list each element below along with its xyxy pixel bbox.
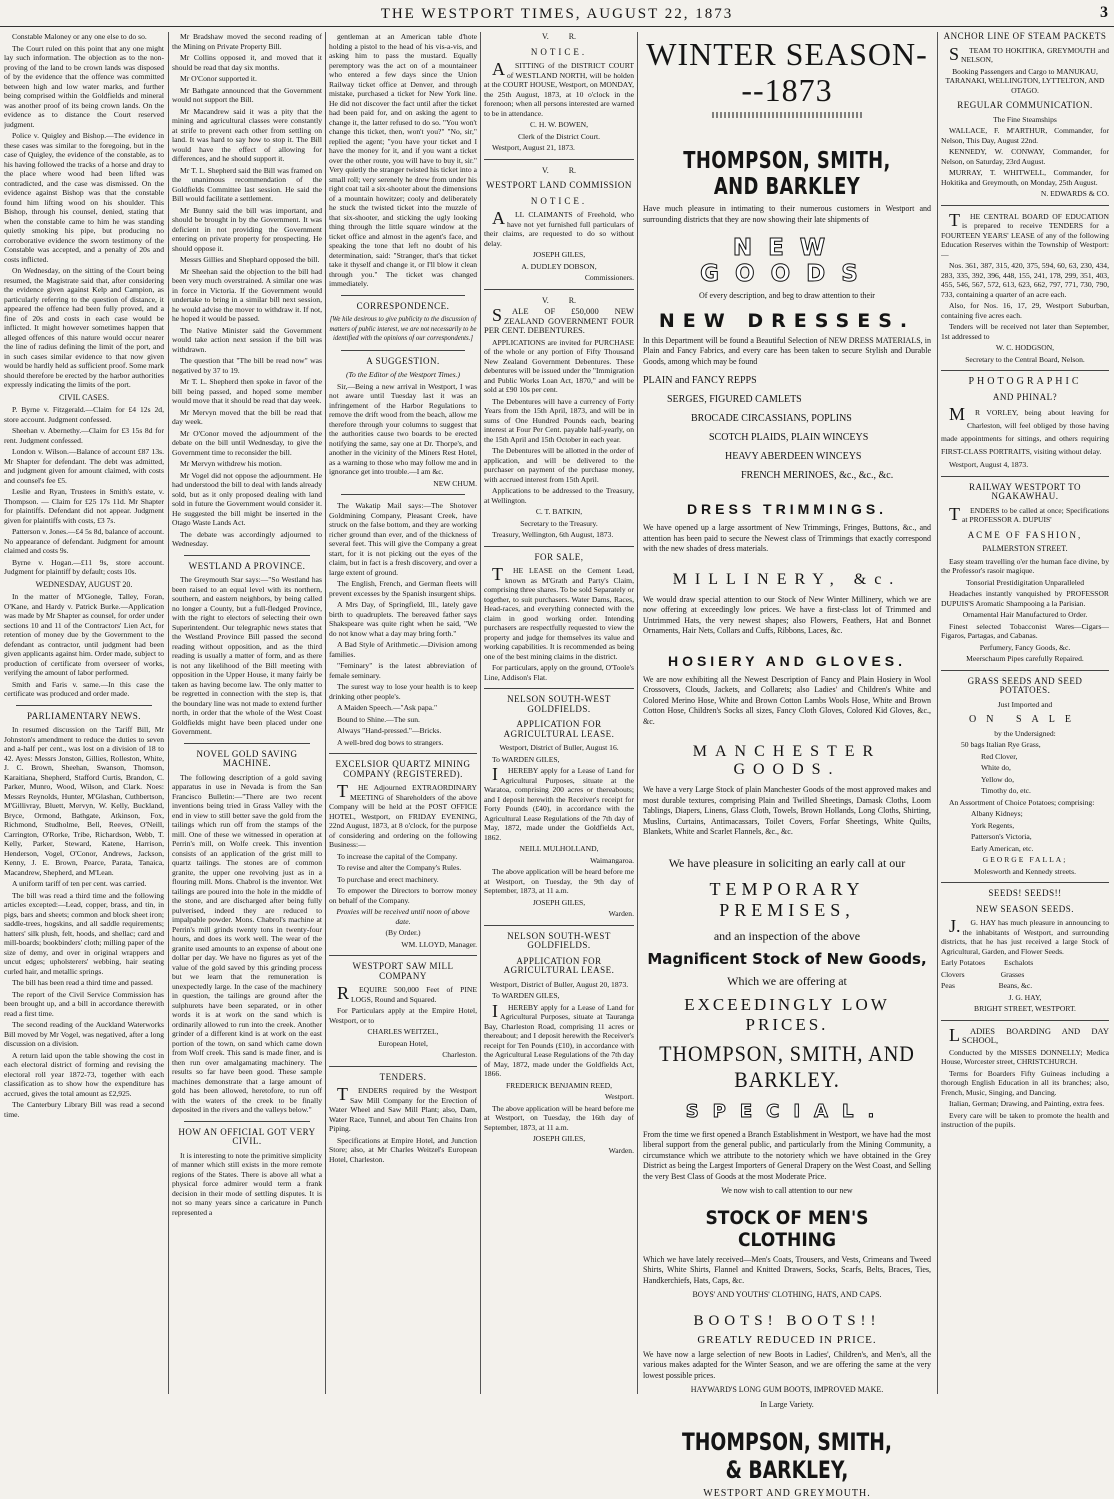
article-paragraph: The Greymouth Star says:—"So Westland has been raised to an equal level with its northern, southern, and eastern neighbors, by being called no longer a County, but a full-fledged Province, with the right to electors of selecting their own Superintendent. Our telegraphic news states that the Westland Province Bill passed the second reading without opposition, and as the third reading is usually a matter of form, and as there is not any likelihood of the Bill meeting with opposition in the Upper House, it many fairly be taken as having become law. The only matter to be regretted in connection with the step is, that the boundary line was not made to extend further north, in order that the whole of the West Coast Goldfields might have been placed under one Government. — [172, 575, 322, 736]
ad-signature: Secretary to the Treasury. — [520, 518, 598, 528]
ad-date: Westport, August 4, 1873. — [949, 460, 1029, 469]
ad-heading: NEW SEASON SEEDS. — [975, 903, 1075, 914]
ad-heading: WESTPORT SAW MILL COMPANY — [352, 961, 454, 981]
royal-cipher: V. R. — [541, 32, 577, 41]
article-paragraph: The bill has been read a third time and passed. — [12, 978, 153, 987]
ad-item: Tonsorial Prestidigitation Unparalleled — [966, 577, 1084, 587]
page-number: 3 — [1100, 4, 1108, 21]
royal-cipher: V. R. — [541, 295, 577, 305]
column-1 — [4, 32, 164, 1392]
article-heading: HOW AN OFFICIAL GOT VERY CIVIL. — [178, 1126, 316, 1146]
divider — [184, 743, 310, 744]
ad-text: We have a very Large Stock of plain Manchester Goods of the most approved makes and most durable textures, comprising Plain and Twilled Sheetings, Damask Cloths, Loom Tablings, Diapers, Linens, Glass Cloth, Towels, Brown Hollands, Long Cloths, Shirting, Muslins, Curtains, Antimacassars, Toilet Covers, Forfar Sheetings, White Quilts, Blankets, White and Scarlet Flannels, &c., &c. — [643, 785, 931, 836]
article-paragraph: Mr Macandrew said it was a pity that the mining and agricultural classes were constantly at strife to prevent each other from settling on land. It was hard to say how to stop it. The Bill would have the effect of allowing for differences, and he should support it. — [172, 106, 322, 163]
article-heading: CORRESPONDENCE. — [356, 300, 450, 311]
article-paragraph: In resumed discussion on the Tariff Bill, Mr Johnston's amendment to reduce the duties to seven and a-half per cent., was lost on a division of 18 to 42. Ayes: Messrs Jonston, Gillies, Rolleston, White, J. C. Brown, Sheehan, Swanson, Thomson, Karaitiana, Shepherd, Stafford Curtis, Brandon, C. Parker, Munro, Wood, Wilson, and Clark. Noes: Messrs Reynolds, Hunter, M'Glashan, Cuthbertson, M'Gillivray, Bluett, Mervyn, W. Kelly, Buckland, Bryce, Ormond, Bathgate, Atkinson, Fox, Richmond, Studholme, Bell, Reeves, O'Neill, Carrington, O'Rorke, Tribe, Richardson, Webb, T. Kelly, Parker, Steward, Katene, Harrison, Henderson, Vogel, O'Conor, Andrews, Jackson, Kenny, J. E. Brown, Pearce, Parata, Tanaica, Macandrew, Shepherd, and M'Lean. — [4, 725, 164, 877]
ad-body: Tenders will be received not later than September, 1st addressed to — [941, 322, 1109, 341]
ad-signature: European Hotel, — [378, 1038, 428, 1048]
article-heading: A SUGGESTION. — [366, 355, 440, 366]
article-paragraph: In the matter of M'Gonegle, Talley, Foran, O'Kane, and Hardy v. Patrick Burke.—Application was made by Mr Shapter as counsel, for order under sections 10 and 11 of the Contractors' Lien Act, for retention of money due by the Government to the defendant as contractor, until judgment had been given applicants against him. Order made, subject to production of certificate from overseer of works, verifying the amount of labor performed. — [4, 592, 164, 677]
ad-body: The Fine Steamships — [993, 114, 1057, 124]
column-rule — [637, 32, 638, 1394]
article-paragraph: The Court ruled on this point that any one might lay such information. The objection as to the non-proving of the land to be crown lands was disposed of by the evidence that the offence was committed between high and low water marks, and further being comprised within the Goldfields and mineral was another proof of its being crown lands. On the evidence as to distance the Court reserved judgment. — [4, 43, 164, 129]
section-heading: MILLINERY, &c. — [672, 570, 902, 588]
ad-signature: Molesworth and Kennedy streets. — [973, 866, 1077, 876]
ad-date: Treasury, Wellington, 6th August, 1873. — [492, 530, 614, 539]
article-paragraph: Leslie and Ryan, Trustees in Smith's estate, v. Thompson. — Claim for £25 17s 11d. Mr Shapter for plaintiffs. Defendant did not appear. Judgment given for plaintiffs with costs, £3 7s. — [4, 487, 164, 525]
ad-body: THE Adjourned EXTRAORDINARY MEETING of Shareholders of the above Company will be held at the POST OFFICE HOTEL, Westport, on FRIDAY EVENING, 22nd August, 1873, at 8 o'clock, for the purpose of considering and ordering on the following Business:— — [329, 781, 477, 849]
ornament — [712, 112, 862, 118]
ad-signature: JOSEPH GILES, — [532, 897, 586, 907]
article-paragraph: Mr T. L. Shepherd then spoke in favor of the bill being passed, and hoped some member would move that it should be read that day week. — [172, 377, 322, 405]
new-goods-heading: NEW GOODS — [700, 235, 874, 287]
boots-heading: BOOTS! BOOTS!! — [693, 1312, 881, 1329]
potato-item: Early American, etc. — [971, 843, 1034, 853]
article-paragraph: Patterson v. Jones.—£4 5s 8d, balance of account. No appearance of defendant. Judgment for amount claimed and costs 9s. — [4, 527, 164, 555]
section-heading: DRESS TRIMMINGS. — [686, 501, 888, 517]
ad-text: In Large Variety. — [760, 1399, 814, 1409]
article-paragraph: Sheehan v. Abernethy.—Claim for £3 15s 8d for rent. Judgment confessed. — [4, 426, 164, 445]
firm-name: THOMPSON, SMITH, AND BARKLEY — [683, 148, 891, 200]
divider — [484, 159, 634, 160]
article-heading: NOVEL GOLD SAVING MACHINE. — [196, 748, 298, 768]
article-paragraph: The bill was read a third time and the following articles excepted:—Lead, copper, brass, and tin, in pigs, bars and sheets; common and block sheet iron; saddle-trees, hogskins, and all saddle requirements; hatters' silk plush, felt, hoods, and shellac; card and mill-boards; bookbinders' cloth; milling paper of the size of demy, and over in original wrappers and uncut edges; upholsterers' webbing, hair seating curled hair, and metallic springs. — [4, 890, 164, 976]
article-paragraph: The Wakatip Mail says:—The Shotover Goldmining Company, Pleasant Creek, have struck on the false bottom, and they are working richer ground than ever, and of the thickness of several feet. This will give the Company a great start, for it is not picking out the eyes of the claim, but in fact is a fresh discovery, and over a large extent of ground. — [329, 501, 477, 577]
ad-heading: ANCHOR LINE OF STEAM PACKETS — [943, 32, 1107, 41]
ad-signature: Charleston. — [442, 1050, 477, 1059]
ad-heading: WESTPORT LAND COMMISSION — [486, 180, 632, 190]
divider — [484, 925, 634, 926]
article-paragraph: The following description of a gold saving apparatus in use in Nevada is from the San Francisco Bulletin:—"There are two recent inventions being tried in Grass Valley with the end in view to still better save the gold from the tailings which run off from the stamps of the mill. One of these we witnessed in operation at Perrin's mill, on Wolfe creek. This invention consists of an application of the grist mill to quartz tailings. The stones are of common granite, the upper one revolving just as in a flouring mill. Mons. Chabrol is the inventor. Wet tailings are poured into the hole in the middle of the stone, and are discharged after being fully pulverised, indeed they are reduced to impalpable powder. Mons. Chabrol's machine at Perrin's mill grinds twenty tons in twenty-four hours, and does its work well. The wear of the granite used amounts to an expense of about one dollar per day. We have no figures as yet of the value of the gold saved by this grinding process but we learn that the remuneration is unexpectedly large. In the case of the machinery in question, the tailings are ground after the sulphurets have been separated, or in other words it is at work on the sand which is ordinarily allowed to run into the creek. Another grinder of a different kind is at work on the east portion of the town, on sand which came down from Wolf creek. This sand is made finer, and is then run over amalgamating machinery. The results so far have been good. These sample machines demonstrate that a large amount of gold has been allowed, heretofore, to run off with the waters of the creek to be finally deposited in the rivers and the valleys below." — [172, 772, 322, 1114]
seed-item: Timothy do, etc. — [981, 786, 1031, 795]
ad-date: Westport, August 21, 1873. — [492, 143, 575, 152]
ad-text: We are now exhibiting all the Newest Description of Fancy and Plain Hosiery in Wool Crossovers, Clouds, Jackets, and Collarets; also Ladies' and Children's White and Colored Merino Hose, White and Brown Cotton Lambs Wools Hose, White and Brown Cotton Hose, Children's Socks all sizes, Fancy Cloth Gloves, Colored Kid Gloves, &c., &c. — [643, 674, 931, 726]
seed-item: Red Clover, — [981, 751, 1018, 761]
ad-text: Which we are offering at — [727, 973, 847, 988]
ad-signature: NEILL MULHOLLAND, — [519, 844, 599, 853]
article-paragraph: The Native Minister said the Government would take action next session if the bill was withdrawn. — [172, 325, 322, 354]
column-rule — [937, 32, 938, 1394]
ad-item: To revise and alter the Company's Rules. — [337, 863, 462, 872]
ad-body: Terms for Boarders Fifty Guineas including a thorough English Education in all its branches; also, French, Music, Singing, and Dancing. — [941, 1068, 1109, 1097]
ad-heading: NELSON SOUTH-WEST GOLDFIELDS. — [507, 930, 611, 950]
ad-signature: Secretary to the Central Board, Nelson. — [965, 354, 1085, 364]
article-paragraph: It is interesting to note the primitive simplicity of manner which still exists in the more remote regions of the States. There is above all what a physical force admirer would term a frank decision in their mode of settling disputes. It is not so many years since a caricature in Punch represented a — [172, 1150, 322, 1217]
new-dresses-heading: NEW DRESSES. — [658, 309, 916, 332]
ad-heading: SEEDS! SEEDS!! — [988, 888, 1062, 898]
firm-name: THOMPSON, SMITH, & BARKLEY, — [681, 1428, 893, 1484]
ad-body: The Debentures will have a currency of Forty Years from the 15th April, 1873, and will be in sums of One Hundred Pounds each, bearing interest at Four Per Cent. payable half-yearly, on the 15th April and 15th October in each year. — [484, 396, 634, 444]
ad-addressee: To WARDEN GILES, — [492, 991, 560, 1000]
column-3 — [329, 32, 477, 1392]
ad-note: Proxies will be received until noon of above date. — [336, 907, 470, 926]
column-6 — [941, 32, 1109, 1392]
ad-body: Booking Passengers and Cargo to MANUKAU, TARANAKI, WELLINGTON, LYTTELTON, AND OTAGO. — [945, 66, 1105, 95]
ad-text: From the time we first opened a Branch Establishment in Westport, we have had the most liberal support from the general public, and particularly from the Mining Community, a circumstance which we attribute to the notoriety which we have obtained in the Grey District as being the Largest Importers of General Drapery on the West Coast, and Selling the very Best Class of Goods at the most Moderate Price. — [643, 1129, 931, 1181]
divider — [941, 205, 1109, 206]
ad-text: and an inspection of the above — [713, 928, 861, 943]
section-heading: MANCHESTER GOODS. — [692, 743, 882, 778]
ad-body: Applications to be addressed to the Treasury, at Wellington. — [484, 486, 634, 505]
ad-body: IHEREBY apply for a Lease of Land for Agricultural Purposes, situate at Tauranga Bay, Charleston Road, comprising 11 acres or thereabout; and I deposit herewith the Receiver's receipt for Ten Pounds (£10), in accordance with the Agricultural Lease Regulations of the 7th day of May, 1872, made under the Goldfields Act, 1866. — [484, 1000, 634, 1078]
article-paragraph: Mr Bathgate announced that the Government would not support the Bill. — [172, 85, 322, 104]
fabric-list — [641, 371, 933, 485]
article-paragraph: A well-bred dog bows to strangers. — [337, 737, 444, 747]
firm-location: WESTPORT AND GREYMOUTH. — [703, 1488, 871, 1499]
ad-addressee: To WARDEN GILES, — [492, 754, 560, 764]
article-paragraph: P. Byrne v. Fitzgerald.—Claim for £4 12s 2d, store account. Judgment confessed. — [4, 405, 164, 424]
divider — [484, 688, 634, 689]
divider — [941, 370, 1109, 371]
potato-item: York Regents, — [971, 820, 1015, 830]
ad-body: For particulars, apply on the ground, O'Toole's Line, Addison's Flat. — [484, 663, 634, 682]
ad-text: In this Department will be found a Beautiful Selection of NEW DRESS MATERIALS, in Plain and Fancy Fabrics, and every care has been taken to secure Stylish and Durable Goods, among which may be found — [643, 335, 931, 366]
article-paragraph: Mr Vogel did not oppose the adjournment. He had understood the bill to deal with lands already sold, but as it only proposed dealing with land sold in future the Government would consider it. He suggested the bill might be inserted in the Otago Waste Lands Act. — [172, 470, 322, 527]
ad-item: Meerschaum Pipes carefully Repaired. — [966, 654, 1084, 663]
ad-signature: N. EDWARDS & CO. — [1040, 189, 1109, 198]
column-4 — [484, 32, 634, 1392]
ad-heading: FOR SALE, — [534, 551, 584, 562]
ad-body: J.G. HAY has much pleasure in announcing to the inhabitants of Westport, and surrounding districts, that he has just received a large Stock of Agricultural, Garden, and Flower Seeds. — [941, 916, 1109, 956]
article-paragraph: Constable Maloney or any one else to do so. — [12, 32, 147, 41]
ad-body: MR VORLEY, being about leaving for Charleston, will feel obliged by those having made appointments for sittings, and others requiring FIRST-CLASS PORTRAITS, visiting without delay. — [941, 404, 1109, 456]
article-paragraph: The second reading of the Auckland Waterworks Bill moved by Mr Vogel, was negatived, after a long discussion on a division. — [4, 1020, 164, 1048]
article-paragraph: Mr Mervyn moved that the bill be read that day week. — [172, 407, 322, 426]
article-paragraph: Mr Sheehan said the objection to the bill had been very much overstrained. A similar one was in force in Victoria. If the Government would undertake to bring in a similar bill next session, he would advise the mover to withdraw it. If not, he hoped it would be passed. — [172, 266, 322, 323]
column-rule — [168, 32, 169, 1394]
ad-signature: BRIGHT STREET, WESTPORT. — [974, 1004, 1076, 1013]
ad-item: Finest selected Tobacconist Wares—Cigars—Figaros, Partagas, and Cabanas. — [941, 621, 1109, 640]
ad-body: The above application will be heard before me at Westport, on Tuesday, the 16th day of September, 1873, at 11 a.m. — [484, 1103, 634, 1132]
ad-text: BOYS' AND YOUTHS' CLOTHING, HATS, AND CAPS. — [692, 1290, 882, 1299]
section-heading: HOSIERY AND GLOVES. — [667, 652, 907, 669]
ad-signature: JOSEPH GILES, — [532, 1134, 586, 1143]
fabric-item: SCOTCH PLAIDS, PLAIN WINCEYS — [709, 432, 869, 443]
ad-item: Perfumery, Fancy Goods, &c. — [979, 642, 1071, 652]
divider — [941, 1020, 1109, 1021]
article-paragraph: A Maiden Speech.—"Ask papa." — [337, 703, 438, 712]
ad-body: STEAM TO HOKITIKA, GREYMOUTH and NELSON, — [949, 43, 1109, 64]
ad-text: We have pleasure in soliciting an early call at our — [668, 855, 906, 870]
fabric-item: PLAIN and FANCY REPPS — [643, 375, 757, 386]
article-paragraph: Mr Mervyn withdrew his motion. — [180, 459, 282, 468]
ad-body: ASITTING of the DISTRICT COURT of WESTLAND NORTH, will be holden at the COURT HOUSE, Westport, on MONDAY, the 25th August, 1873, at 10 o'clock in the forenoon; when all persons interested are warned to be in attendance. — [484, 59, 634, 118]
ad-body: by the Undersigned: — [994, 728, 1056, 738]
potato-item: Albany Kidneys; — [971, 809, 1023, 818]
ad-heading: NOTICE. — [530, 46, 588, 57]
divider — [184, 1121, 310, 1122]
masthead — [0, 0, 1114, 27]
article-paragraph: Mr O'Conor moved the adjournment of the debate on the bill until Wednesday, to give the Government time to reconsider the bill. — [172, 428, 322, 457]
divider — [484, 546, 634, 547]
ad-signature: C. T. BATKIN, — [535, 507, 583, 516]
letter-address: (To the Editor of the Westport Times.) — [346, 370, 460, 379]
seed-row: Early Potatoes Eschalots — [941, 958, 1034, 967]
article-paragraph: The report of the Civil Service Commission has been brought up, and a bill in accordance therewith read a first time. — [4, 989, 164, 1018]
ad-signature: JOSEPH GILES, — [532, 250, 586, 259]
article-paragraph: Mr T. L. Shepherd said the Bill was framed on the unanimous recommendation of the Goldfields Committee last session. He said the Bill would facilitate a settlement. — [172, 165, 322, 203]
divider — [341, 494, 465, 495]
ad-item: Easy steam travelling o'er the human face divine, by the Professor's rasoir magique. — [941, 556, 1109, 575]
special-heading: SPECIAL. — [685, 1100, 889, 1122]
ad-body: THE LEASE on the Cement Lead, known as M'Grath and Party's Claim, comprising three shares. To be sold Separately or together, to suit purchasers. Water Dams, Races, Head-races, and everything connected with the claim in good working order. Intending purchasers are respectfully requested to view the property and judge for themselves its value and working capabilities. It is recommended as being one of the best mining claims in the district. — [484, 564, 634, 661]
ad-heading: REGULAR COMMUNICATION. — [957, 100, 1093, 110]
ad-body: Also, for Nos. 16, 17, 29, Westport Suburban, containing five acres each. — [941, 301, 1109, 320]
ad-heading: LADIES BOARDING AND DAY SCHOOL, — [949, 1024, 1109, 1045]
article-paragraph: Bound to Shine.—The sun. — [337, 714, 420, 724]
ad-heading: NOTICE. — [530, 195, 588, 206]
ad-date: Westport, District of Buller, August 20, 1873. — [489, 979, 629, 989]
article-heading: PARLIAMENTARY NEWS. — [26, 710, 142, 721]
article-paragraph: Byrne v. Hogan.—£11 9s, store account. Judgment for plaintiff by default; costs 10s. — [4, 557, 164, 576]
ad-heading: EXCELSIOR QUARTZ MINING COMPANY (REGISTERED). — [335, 759, 471, 779]
fabric-item: BROCADE CIRCASSIANS, POPLINS — [691, 413, 852, 424]
ad-heading: ACME OF FASHION, — [967, 529, 1083, 540]
ad-intro: Have much pleasure in intimating to their numerous customers in Westport and surrounding districts that they are now showing their late shipments of — [643, 204, 931, 224]
ad-heading: NELSON SOUTH-WEST GOLDFIELDS. — [507, 694, 611, 714]
column-rule — [480, 32, 481, 1394]
ad-signature: J. G. HAY, — [1008, 992, 1042, 1002]
seed-row: Peas Beans, &c. — [941, 981, 1033, 990]
premises-heading: TEMPORARY PREMISES, — [709, 878, 865, 920]
ad-body: Italian, German; Drawing, and Painting, extra fees. — [949, 1099, 1105, 1108]
ad-heading: GRASS SEEDS AND SEED POTATOES. — [967, 675, 1083, 695]
seed-item: White do, — [981, 763, 1011, 772]
article-paragraph: The question that "The bill be read now" was negatived by 37 to 19. — [172, 356, 322, 375]
article-paragraph: London v. Wilson.—Balance of account £87 13s. Mr Shapter for defendant. The debt was admitted, and judgment given for amount claimed, with costs and counsel's fee £5. — [4, 447, 164, 485]
ad-heading: APPLICATION FOR AGRICULTURAL LEASE. — [503, 955, 615, 975]
fabric-item: SERGES, FIGURED CAMLETS — [667, 394, 802, 405]
ad-body: Conducted by the MISSES DONNELLY; Medica House, Worcester street, CHRISTCHURCH. — [941, 1047, 1109, 1066]
fabric-item: HEAVY ABERDEEN WINCEYS — [725, 451, 862, 462]
ad-body: An Assortment of Choice Potatoes; comprising: — [949, 797, 1095, 807]
stock-heading: Magnificent Stock of New Goods, — [647, 949, 927, 968]
section-heading: CIVIL CASES. — [59, 392, 109, 402]
article-paragraph: A Mrs Day, of Springfield, Ill., lately gave birth to quadruplets. The bereaved father says Shakspeare was quite right when he said, "We do not know what a day may bring forth." — [329, 600, 477, 638]
royal-cipher: V. R. — [541, 165, 577, 175]
ad-signature: Warden. — [608, 1145, 634, 1155]
section-heading: WEDNESDAY, AUGUST 20. — [35, 579, 133, 589]
ad-text: Of every description, and beg to draw attention to their — [699, 291, 875, 300]
ad-subheading: PALMERSTON STREET. — [982, 544, 1068, 553]
ad-signature: FREDERICK BENJAMIN REED, — [505, 1080, 613, 1090]
column-2 — [172, 32, 322, 1392]
ad-item: Headaches instantly vanquished by PROFESSOR DUPUIS'S Aromatic Shampooing a la Parisian. — [941, 589, 1109, 608]
ad-signature: WM. LLOYD, Manager. — [401, 939, 477, 949]
ad-body: APPLICATIONS are invited for PURCHASE of the whole or any portion of Fifty Thousand New Zealand Government Debentures. These debentures will be issued under the "Immigration and Public Works Loan Act, 1870," and will be sold at £90 10s per cent. — [484, 337, 634, 394]
article-paragraph: A Bad Style of Arithmetic.—Division among families. — [329, 640, 477, 659]
ad-date: Westport, District of Buller, August 16. — [499, 743, 619, 752]
ad-text: GREATLY REDUCED IN PRICE. — [697, 1333, 877, 1346]
ad-body: IHEREBY apply for a Lease of Land for Agricultural Purposes, situate at the Waratoa, comprising 200 acres or thereabouts; and I deposit herewith the Receiver's receipt for Forty Pounds (£40), in accordance with the Agricultural Lease Regulations of the 7th day of May, 1872, made under the Goldfields Act, 1862. — [484, 764, 634, 842]
ad-item: WALLACE, F. M'ARTHUR, Commander, for Nelson, This Day, August 22nd. — [941, 126, 1109, 145]
ad-heading: TENDERS. — [379, 1071, 427, 1082]
ad-item: To empower the Directors to borrow money on behalf of the Company. — [329, 886, 477, 905]
ad-body: The Debentures will be allotted in the order of application, and will be delivered to the purchaser on payment of the purchase money, with accrued interest from 15th April. — [484, 446, 634, 484]
divider — [484, 289, 634, 290]
ad-body: Nos. 361, 387, 315, 420, 375, 594, 60, 63, 230, 434, 283, 335, 392, 396, 448, 155, 241, 178, 299, 351, 403, 455, 546, 567, 572, 613, 623, 662, 797, 771, 730, 790, 733, containing a quarter of an acre each. — [941, 261, 1109, 299]
article-paragraph: The English, French, and German fleets will prevent excesses by the Spanish insurgent ships. — [329, 579, 477, 598]
article-paragraph: Police v. Quigley and Bishop.—The evidence in these cases was similar to the foregoing, but in the case of Quigley, the evidence of the constable, as to his having followed the tracks of a horse and dray to the place where wood had been lifted was contradicted, and the case was dismissed. On the evidence against Bishop was that the constable found him lifting wood on his shoulder. This Bishop, through his counsel, denied, stating that when the constable came to him he was standing quietly smoking his pipe, but producing no corroborative evidence the sworn testimony of the Constable was accepted, and a penalty of 20s and costs inflicted. — [4, 131, 164, 264]
divider — [941, 670, 1109, 671]
ad-signature: CHARLES WEITZEL, — [367, 1027, 439, 1036]
ad-item: To increase the capital of the Company. — [337, 851, 458, 861]
column-rule — [325, 32, 326, 1394]
ad-body: TENDERS to be called at once; Specifications at PROFESSOR A. DUPUIS' — [949, 503, 1109, 524]
fabric-item: FRENCH MERINOES, &c., &c., &c. — [741, 470, 894, 481]
ad-title: WINTER SEASON---1873 — [646, 36, 928, 108]
divider — [329, 1066, 477, 1067]
ad-signature: W. C. HODGSON, — [995, 343, 1055, 352]
ad-body: For Particulars apply at the Empire Hotel, Westport, or to — [329, 1006, 477, 1025]
clothing-heading: STOCK OF MEN'S CLOTHING — [705, 1206, 869, 1251]
ad-heading: APPLICATION FOR AGRICULTURAL LEASE. — [503, 719, 615, 739]
article-paragraph: The surest way to lose your health is to keep drinking other people's. — [329, 682, 477, 701]
ad-text: We have now a large selection of new Boots in Ladies', Children's, and Men's, all the various makes adapted for the Winter Season, and we are offering the same at the very lowest possible prices. — [643, 1349, 931, 1380]
article-paragraph: Mr O'Conor supported it. — [180, 74, 257, 83]
divider — [329, 955, 477, 956]
seed-item: Yellow do, — [981, 774, 1014, 784]
ad-body: The above application will be heard before me at Westport, on Tuesday, the 9th day of September, 1873, at 11 a.m. — [484, 867, 634, 895]
ad-signature: Waimangaroa. — [590, 855, 634, 865]
ad-heading: SALE OF £50,000 NEW ZEALAND GOVERNMENT FOUR PER CENT. DEBENTURES. — [484, 305, 634, 335]
letter-signature: NEW CHUM. — [433, 478, 477, 488]
ad-byline: (By Order.) — [385, 928, 421, 937]
divider — [941, 882, 1109, 883]
ad-item: MURRAY, T. WHITWELL, Commander, for Hokitika and Greymouth, on Monday, 25th August. — [941, 168, 1109, 187]
article-paragraph: The debate was accordingly adjourned to Wednesday. — [172, 529, 322, 548]
article-paragraph: "Feminary" is the latest abbreviation of female seminary. — [329, 661, 477, 680]
ad-body: ALL CLAIMANTS of Freehold, who have not yet furnished full particulars of their claims, are requested to do so without delay. — [484, 208, 634, 248]
ad-body: Every care will be taken to promote the health and instruction of the pupils. — [941, 1110, 1109, 1129]
ad-body: THE CENTRAL BOARD OF EDUCATION is prepared to receive TENDERS for a FOURTEEN YEARS' LEASE of any of the following Education Reserves within the Township of Westport:— — [941, 209, 1109, 259]
article-paragraph: A return laid upon the table showing the cost in each electoral district of forming and revising the electoral roll year 1872-73, together with each classification as to show how the expenditure has accrued, gives the total amount as £2,925. — [4, 1050, 164, 1098]
divider — [16, 705, 152, 706]
ad-signature: Commissioners. — [584, 273, 634, 282]
ad-text: We have opened up a large assortment of New Trimmings, Fringes, Buttons, &c., and attention has been paid to secure the Newest class of Trimmings that exactly correspond with the new shades of dress materials. — [643, 523, 931, 553]
drapery-advertisement — [641, 32, 933, 1499]
firm-name: THOMPSON, SMITH, AND BARKLEY. — [659, 1040, 915, 1092]
potato-item: Patterson's Victoria, — [971, 832, 1032, 841]
divider — [329, 753, 477, 754]
divider — [184, 555, 310, 556]
article-paragraph: Sir,—Being a new arrival in Westport, I was not aware until Tuesday last it was an infringement of the Harbor Regulations to remove the drift wood from the beach, allow me therefore through your columns to suggest that the authorities cause two boards to be erected notifying the same, say one at Dr. Thorpe's, and another in the vicinity of the Miners Rest Hotel, as a warning to those who may follow me and in ignorance get into trouble.—I am &c. — [329, 381, 477, 476]
seed-row: Clovers Grasses — [941, 969, 1025, 979]
seed-item: 50 bags Italian Rye Grass, — [961, 740, 1041, 749]
article-paragraph: The Canterbury Library Bill was read a second time. — [4, 1100, 164, 1119]
ad-item: KENNEDY, W. CONWAY, Commander, for Nelson, on Saturday, 23rd August. — [941, 147, 1109, 166]
ad-text: We now wish to call attention to our new — [721, 1186, 853, 1195]
divider — [941, 476, 1109, 477]
ad-heading: ON SALE — [969, 714, 1081, 725]
article-paragraph: Mr Bradshaw moved the second reading of the Mining on Private Property Bill. — [172, 32, 322, 51]
ad-signature: A. DUDLEY DOBSON, — [521, 261, 597, 271]
ad-heading: PHOTOGRAPHIC — [968, 376, 1082, 387]
ad-heading: AND PHINAL? — [992, 391, 1058, 402]
divider — [341, 350, 465, 351]
ad-item: To purchase and erect machinery. — [337, 874, 439, 884]
ad-signature: C. H. W. BOWEN, — [529, 120, 588, 129]
ad-body: Specifications at Empire Hotel, and Junction Store; also, at Mr Charles Weitzel's European Hotel, Charleston. — [329, 1135, 477, 1164]
article-heading: WESTLAND A PROVINCE. — [188, 560, 306, 571]
ad-text: We would draw special attention to our Stock of New Winter Millinery, which we are now offering at exceedingly low prices. We have a first-class lot of Trimmed and Untrimmed Hats, the very newest shapes; also Flowers, Feathers, Hat and Bonnet Ornaments, Hair Nets, Collars and Cuffs, Ribbons, Laces, &c. — [643, 594, 931, 635]
ad-heading: RAILWAY WESTPORT TO NGAKAWHAU. — [969, 481, 1081, 501]
article-paragraph: Messrs Gillies and Shephard opposed the bill. — [180, 255, 320, 264]
ad-text: Which we have lately received—Men's Coats, Trousers, and Vests, Crimeans and Tweed Shirts, White Shirts, Flannel and Knitted Drawers, Socks, Scarfs, Belts, Braces, Ties, Handkerchiefs, Hats, Caps, &c. — [643, 1254, 931, 1285]
prices-heading: EXCEEDINGLY LOW PRICES. — [684, 994, 890, 1034]
article-paragraph: A uniform tariff of ten per cent. was carried. — [12, 879, 147, 888]
ad-signature: Westport. — [604, 1092, 634, 1101]
ad-signature: Warden. — [608, 909, 634, 918]
ad-item: Ornamental Hair Manufactured to Order. — [962, 610, 1088, 619]
ad-body: REQUIRE 500,000 Feet of PINE LOGS, Round and Squared. — [337, 983, 477, 1004]
ad-signature: GEORGE FALLA; — [982, 855, 1068, 864]
ad-text: HAYWARD'S LONG GUM BOOTS, IMPROVED MAKE. — [690, 1385, 884, 1394]
article-paragraph: Smith and Faris v. same.—In this case the certificate was produced and order made. — [4, 679, 164, 698]
article-paragraph: gentleman at an American table d'hote holding a pistol to the head of his vis-a-vis, and asking him to pass the mustard. Equally peremptory was the act on of a mountaineer who entered a few days since the Union Railway ticket office at Denver, and through mistake, purchased a ticket for New York line. He did not discover the fact until after the ticket had been paid for, and on asking the agent to change it, the latter refused to do so. "You won't change this ticket, then, won't you?" "No, sir," replied the agent; "you have your ticket and I have the money for it, and if you want a ticket over the other route, you will have to buy it, sir." Very quietly the stranger twisted his ticket into a small roll; very serenely he drew from under his right coat tail a six-shooter about the dimensions of a mountain howitzer; cooly and deliberately he stuck the twisted ticket into the muzzle of that six-shooter, and sticking the ugly looking thing through the little square window at the ticket office and almost in the agent's face, and speaking the tone that left no doubt of his determination, said: "Stranger, that's that ticket take it thyself and change it, or I'll blow it clean through you." The ticket was changed immediately. — [329, 32, 477, 288]
article-paragraph: Mr Collins opposed it, and moved that it should be read that day six months. — [172, 53, 322, 72]
divider — [341, 295, 465, 296]
editorial-note: [We hile desirous to give publicity to the discussion of matters of public interest, we are not necessarily to be identified with the opinions of our correspondents.] — [329, 316, 477, 342]
article-paragraph: Always "Hand-pressed."—Bricks. — [337, 726, 442, 735]
ad-body: TENDERS required by the Westport Saw Mill Company for the Erection of Water Wheel and Saw Mill Plant; also, Dam, Water Race, Tunnel, and about Ten Chains Iron Piping. — [329, 1084, 477, 1133]
ad-signature: Clerk of the District Court. — [517, 131, 601, 141]
ad-body: Just Imported and — [997, 699, 1053, 709]
article-paragraph: On Wednesday, on the sitting of the Court being resumed, the Magistrate said that, after considering the evidence given against Kelp and Campion, as particularly referring to the question of distance, it appeared the offence had been fully proved, and a fine of 20s and costs in each case would be inflicted. It might however sometimes happen that alleged offences of this nature would occur nearer the line of radius defining the limit of the port, and in such cases similar evidence to that now given would be hardly held as sufficient proof. Some mark should therefore be erected by the harbor authorities expressly indicating the limits of the port. — [4, 266, 164, 389]
newspaper-title: THE WESTPORT TIMES, AUGUST 22, 1873 — [380, 6, 734, 22]
article-paragraph: Mr Bunny said the bill was important, and should be brought in by the Government. It was deficient in not providing the Government entering on private property for prospecting. He should oppose it. — [172, 205, 322, 253]
